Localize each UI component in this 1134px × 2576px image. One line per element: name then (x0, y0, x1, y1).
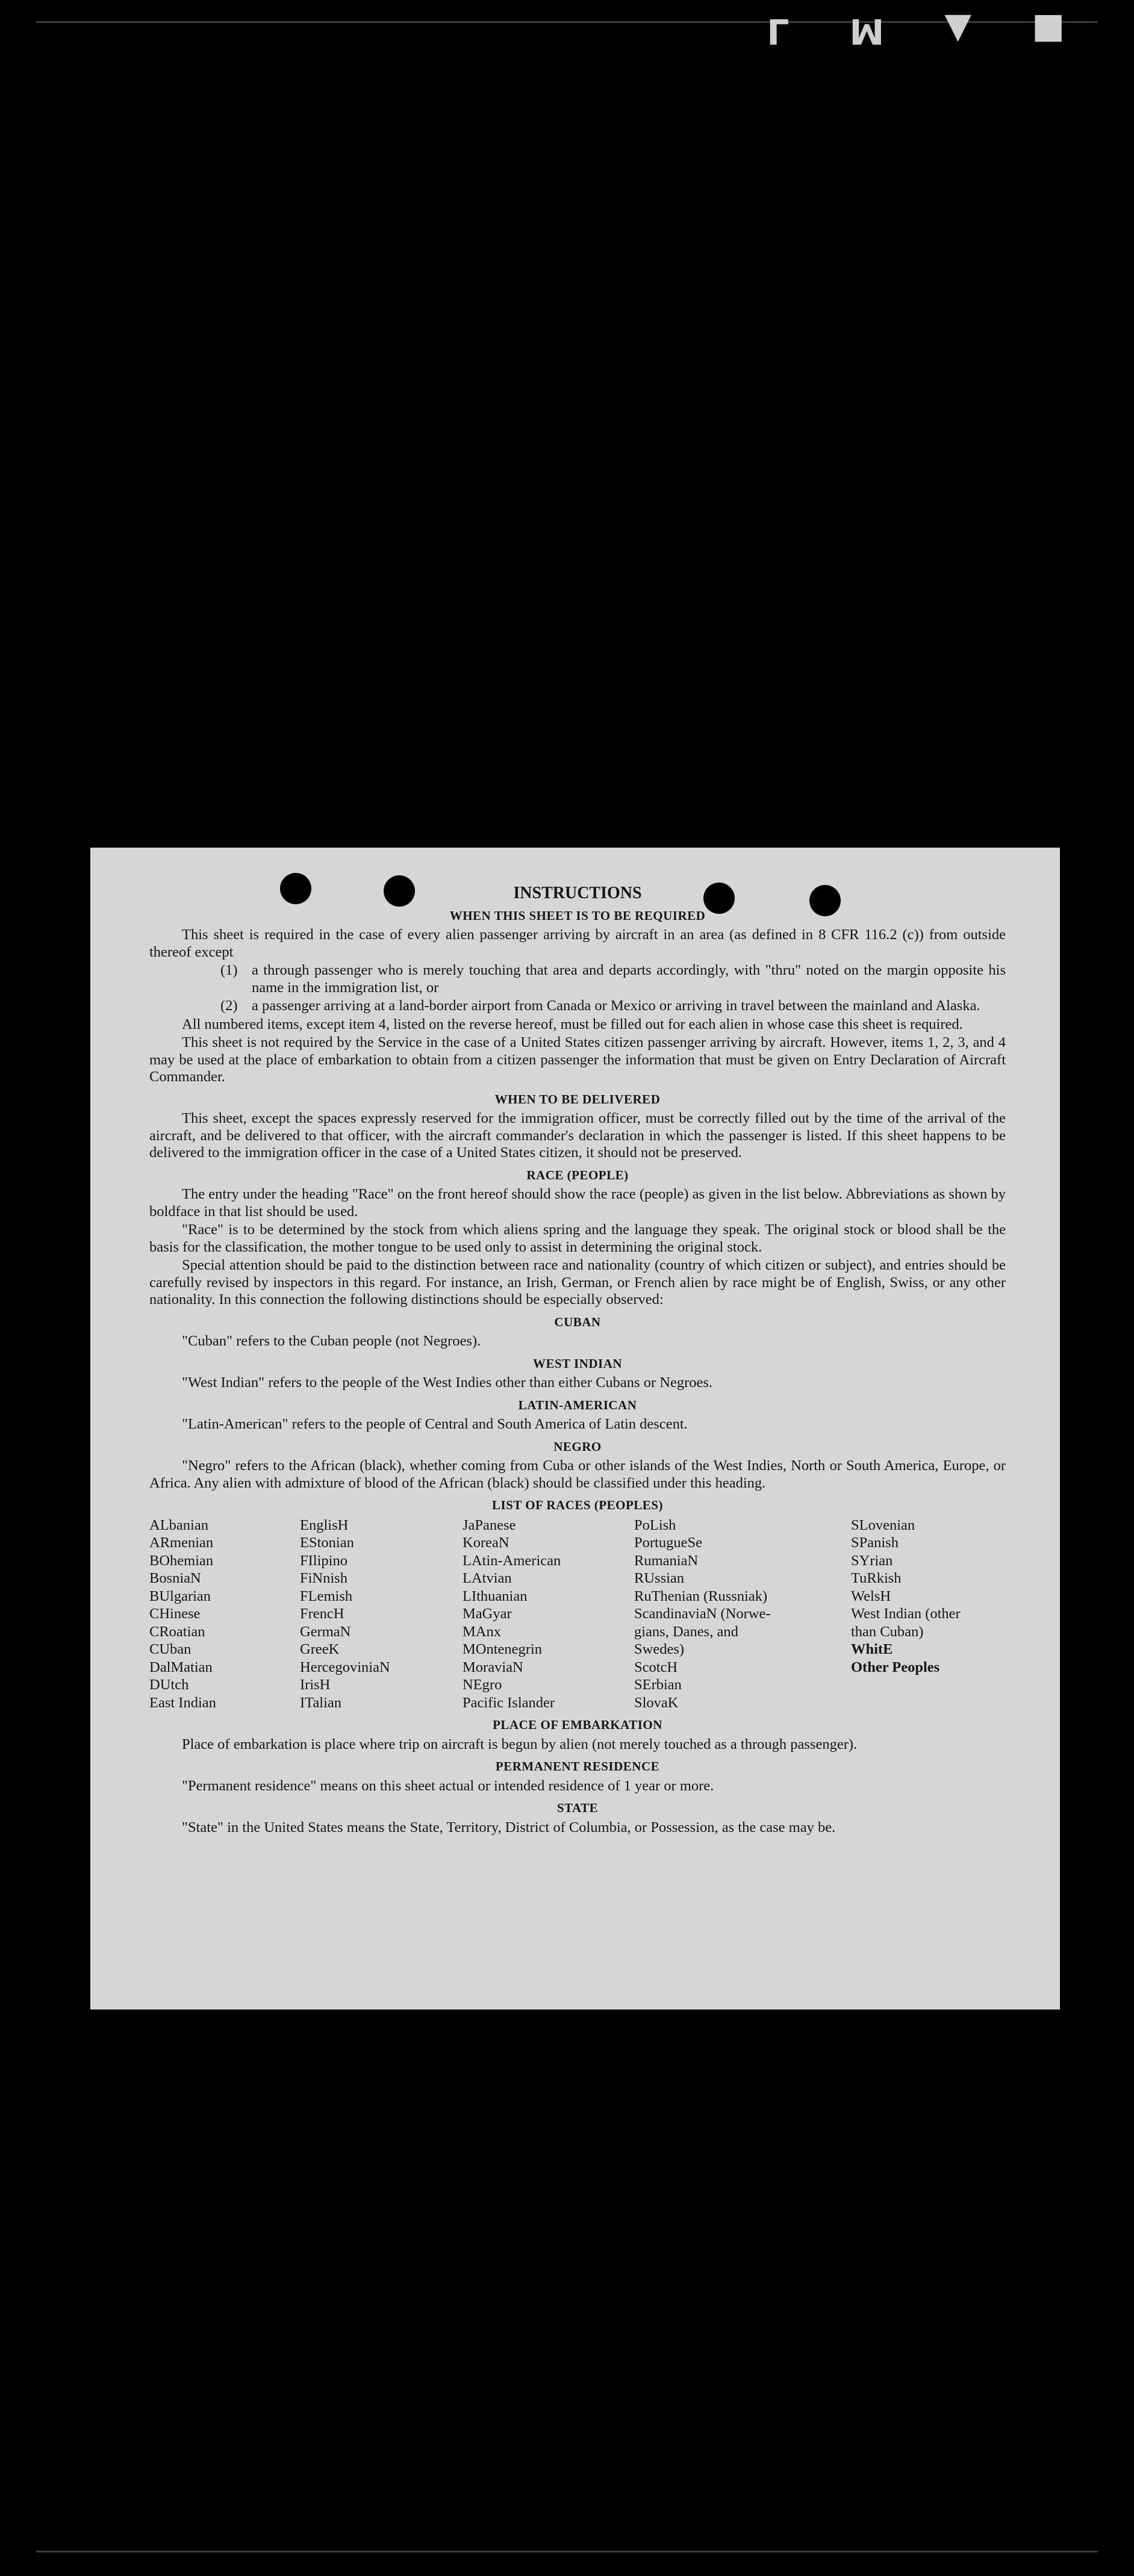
item-text: a passenger arriving at a land-border airport from Canada or Mexico or arriving in travel between the mainland and Alaska. (252, 998, 980, 1014)
race-list-item: HercegoviniaN (300, 1659, 390, 1675)
item-number: (1) (220, 962, 238, 978)
race-list-item: JaPanese (463, 1516, 516, 1533)
race-list-item: SErbian (634, 1677, 682, 1693)
race-list-item: SLovenian (851, 1516, 915, 1533)
race-list-item: than Cuban) (851, 1623, 924, 1640)
race-list-item: CHinese (149, 1606, 201, 1622)
race-list-item: SPanish (851, 1535, 899, 1551)
paragraph: "State" in the United States means the State, Territory, District of Columbia, or Possession, as the case may be. (182, 1819, 836, 1836)
heading-cuban: CUBAN (554, 1314, 601, 1329)
item-text: a through passenger who is merely touching that area and departs accordingly, with "thru" noted on the margin opposite his name in the immigration list, or (252, 962, 1006, 996)
race-list-item: BOhemian (149, 1552, 214, 1569)
document-body (149, 885, 1006, 1837)
paragraph: All numbered items, except item 4, listed on the reverse hereof, must be filled out for each alien in whose case this sheet is required. (182, 1016, 963, 1032)
race-list-item: FrencH (300, 1606, 344, 1622)
race-list-item: KoreaN (463, 1535, 509, 1551)
race-list-item: TuRkish (851, 1570, 902, 1586)
document-title: INSTRUCTIONS (513, 884, 642, 902)
race-list-item: West Indian (other (851, 1606, 961, 1622)
paragraph: "Latin-American" refers to the people of Central and South America of Latin descent. (182, 1416, 688, 1432)
race-list-item: ScandinaviaN (Norwe- (634, 1606, 771, 1622)
race-list-item: ScotcH (634, 1659, 678, 1675)
race-list-item: DalMatian (149, 1659, 213, 1675)
paragraph: This sheet is not required by the Service in the case of a United States citizen passenger arriving by aircraft. However, items 1, 2, 3, and 4 may be used at the place of embarkation to obtain from a citizen passenger the information that must be given on Entry Declaration of Aircraft Commander. (149, 1034, 1006, 1085)
race-list-item: GermaN (300, 1623, 351, 1640)
race-list-item: NEgro (463, 1677, 502, 1693)
race-list-item: BUlgarian (149, 1587, 211, 1604)
race-list-item: MAnx (463, 1623, 501, 1640)
paragraph: The entry under the heading "Race" on the front hereof should show the race (people) as given in the list below. Abbreviations as shown by boldface in that list should be used. (149, 1186, 1006, 1220)
race-list-item (851, 1694, 1006, 1712)
race-list-item: DUtch (149, 1677, 189, 1693)
race-list-item: LAtvian (463, 1570, 512, 1586)
race-list-item: PoLish (634, 1516, 676, 1533)
race-list-item: EnglisH (300, 1516, 349, 1533)
item-number: (2) (220, 998, 238, 1014)
film-edge-bottom (36, 2551, 1098, 2553)
race-list-item: SlovaK (634, 1694, 679, 1711)
race-list-item: RumaniaN (634, 1552, 699, 1569)
race-list-item: ARmenian (149, 1535, 214, 1551)
race-list-item: MoraviaN (463, 1659, 523, 1675)
heading-when-required: WHEN THIS SHEET IS TO BE REQUIRED (449, 908, 706, 923)
race-list-item: FiNnish (300, 1570, 347, 1586)
race-list-item: ITalian (300, 1694, 342, 1711)
race-list-item: Swedes) (634, 1641, 685, 1657)
race-list-item: Pacific Islander (463, 1694, 555, 1711)
race-list-item: CUban (149, 1641, 192, 1657)
exception-item (149, 998, 1006, 1015)
race-list-item: IrisH (300, 1677, 331, 1693)
paragraph: "West Indian" refers to the people of the West Indies other than either Cubans or Negroes. (182, 1374, 713, 1391)
paragraph: "Negro" refers to the African (black), whether coming from Cuba or other islands of the West Indies, North or South America, Europe, or Africa. Any alien with admixture of blood of the African (black) should be classified under this heading. (149, 1457, 1006, 1491)
race-list-item: SYrian (851, 1552, 893, 1569)
race-list-item (851, 1676, 1006, 1694)
paragraph: Special attention should be paid to the distinction between race and nationality (country of which citizen or subject), and entries should be carefully revised by inspectors in this regard. For instance, an Irish, German, or French alien by race might be of English, Swiss, or any other nationality. In this connection the following distinctions should be especially observed: (149, 1257, 1006, 1308)
race-list-item: MOntenegrin (463, 1641, 542, 1657)
paragraph: This sheet, except the spaces expressly reserved for the immigration officer, must be correctly filled out by the time of the arrival of the aircraft, and be delivered to that officer, with the aircraft commander's declaration in which the passenger is listed. If this sheet happens to be delivered to the immigration officer in the case of a United States citizen, it should not be preserved. (149, 1110, 1006, 1161)
race-list-item: FLemish (300, 1587, 353, 1604)
instruction-sheet (90, 848, 1060, 2010)
race-list-item: CRoatian (149, 1623, 205, 1640)
race-list-item: LAtin-American (463, 1552, 561, 1569)
paragraph: "Cuban" refers to the Cuban people (not Negroes). (182, 1333, 481, 1349)
heading-latin-american: LATIN-AMERICAN (518, 1397, 637, 1412)
heading-west-indian: WEST INDIAN (532, 1356, 623, 1371)
exception-item (149, 962, 1006, 996)
film-corner-marks: L M ▲ ■ (767, 11, 1089, 52)
race-list-item: Other Peoples (851, 1659, 940, 1675)
race-list-item: RuThenian (Russniak) (634, 1587, 768, 1604)
race-list-item: PortugueSe (634, 1535, 702, 1551)
race-list-item: MaGyar (463, 1606, 512, 1622)
race-list-item: WhitE (851, 1641, 893, 1657)
race-list-item: GreeK (300, 1641, 340, 1657)
race-list-item: BosniaN (149, 1570, 201, 1586)
heading-embarkation: PLACE OF EMBARKATION (493, 1718, 662, 1732)
heading-list-of-races: LIST OF RACES (PEOPLES) (492, 1498, 663, 1512)
heading-race: RACE (PEOPLE) (526, 1167, 629, 1182)
heading-negro: NEGRO (553, 1439, 602, 1454)
race-list-item: RUssian (634, 1570, 685, 1586)
race-list-item: EStonian (300, 1535, 354, 1551)
paragraph: "Race" is to be determined by the stock from which aliens spring and the language they speak. The original stock or blood shall be the basis for the classification, the mother tongue to be used only to assist in determining the original stock. (149, 1221, 1006, 1255)
race-list-item: FIlipino (300, 1552, 347, 1569)
heading-state: STATE (556, 1801, 599, 1815)
paragraph: This sheet is required in the case of every alien passenger arriving by aircraft in an area (as defined in 8 CFR 116.2 (c)) from outside thereof except (149, 926, 1006, 960)
heading-permanent-residence: PERMANENT RESIDENCE (495, 1759, 660, 1774)
race-list-item: ALbanian (149, 1516, 208, 1533)
races-list (149, 1516, 1006, 1712)
race-list-item: WelsH (851, 1587, 891, 1604)
paragraph: Place of embarkation is place where trip on aircraft is begun by alien (not merely touched as a through passenger). (182, 1736, 858, 1752)
race-list-item: gians, Danes, and (634, 1623, 738, 1640)
race-list-item: East Indian (149, 1694, 216, 1711)
race-list-item: LIthuanian (463, 1587, 528, 1604)
paragraph: "Permanent residence" means on this sheet actual or intended residence of 1 year or more. (182, 1777, 714, 1794)
heading-when-delivered: WHEN TO BE DELIVERED (494, 1091, 661, 1106)
